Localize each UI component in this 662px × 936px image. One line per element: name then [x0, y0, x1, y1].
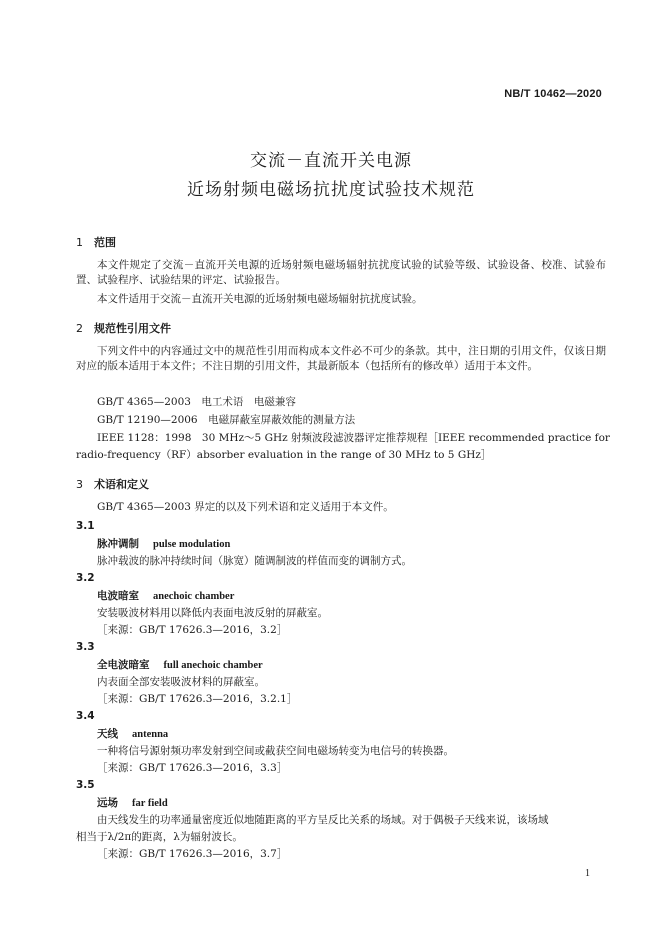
term-source: ［来源：GB/T 17626.3—2016，3.7］: [97, 848, 288, 860]
section-3-number: 3: [76, 478, 83, 491]
section-1-title: 范围: [94, 236, 116, 249]
section-3-title: 术语和定义: [94, 478, 149, 491]
term-definition-line2: 相当于λ/2π的距离，λ为辐射波长。: [76, 831, 243, 843]
term-en: full anechoic chamber: [163, 660, 263, 671]
clause-3-5-number: 3.5: [76, 779, 95, 791]
term-definition-line1: 由天线发生的功率通量密度近似地随距离的平方呈反比关系的场域。对于偶极子天线来说，该场域: [97, 814, 549, 826]
reference-gbt-4365: GB/T 4365—2003 电工术语 电磁兼容: [97, 396, 296, 408]
term-pulse-modulation: [97, 537, 230, 552]
term-far-field: [97, 796, 168, 811]
reference-ieee-1128-line2: radio-frequency（RF）absorber evaluation in the range of 30 MHz to 5 GHz］: [76, 449, 492, 461]
term-definition: 内表面全部安装吸波材料的屏蔽室。: [97, 676, 265, 688]
term-antenna: [97, 727, 168, 742]
clause-3-2-number: 3.2: [76, 572, 95, 584]
term-en: pulse modulation: [153, 539, 231, 550]
clause-3-1-number: 3.1: [76, 520, 95, 532]
page-number: 1: [585, 868, 590, 879]
section-1-paragraph-2: 本文件适用于交流－直流开关电源的近场射频电磁场辐射抗扰度试验。: [97, 293, 423, 305]
section-3-intro: GB/T 4365—2003 界定的以及下列术语和定义适用于本文件。: [97, 501, 394, 513]
term-zh: 脉冲调制: [97, 538, 139, 550]
reference-ieee-1128-line1: IEEE 1128：1998 30 MHz～5 GHz 射频波段滤波器评定推荐规程［IEEE recommended practice for: [97, 432, 610, 444]
section-1-number: 1: [76, 236, 83, 249]
term-en: anechoic chamber: [153, 591, 235, 602]
reference-gbt-12190: GB/T 12190—2006 电磁屏蔽室屏蔽效能的测量方法: [97, 414, 356, 426]
standard-code: NB/T 10462—2020: [504, 88, 602, 100]
term-zh: 天线: [97, 728, 118, 740]
section-2-title: 规范性引用文件: [94, 322, 171, 335]
term-en: antenna: [132, 729, 169, 740]
term-zh: 电波暗室: [97, 590, 139, 602]
term-source: ［来源：GB/T 17626.3—2016，3.2.1］: [97, 693, 298, 705]
term-en: far field: [132, 798, 168, 809]
term-definition: 一种将信号源射频功率发射到空间或截获空间电磁场转变为电信号的转换器。: [97, 745, 454, 757]
clause-3-4-number: 3.4: [76, 710, 95, 722]
section-2-heading: [76, 320, 171, 336]
document-title-line1: 交流－直流开关电源: [250, 151, 412, 171]
clause-3-3-number: 3.3: [76, 641, 95, 653]
section-2-number: 2: [76, 322, 83, 335]
term-definition: 脉冲载波的脉冲持续时间（脉宽）随调制波的样值而变的调制方式。: [97, 555, 412, 567]
term-zh: 全电波暗室: [97, 659, 150, 671]
section-1-heading: [76, 234, 116, 250]
term-zh: 远场: [97, 797, 118, 809]
term-full-anechoic-chamber: [97, 658, 263, 673]
section-3-heading: [76, 476, 149, 492]
section-2-paragraph-1: 下列文件中的内容通过文中的规范性引用而构成本文件必不可少的条款。其中，注日期的引用文件，仅该日期对应的版本适用于本文件；不注日期的引用文件，其最新版本（包括所有的修改单）适用于本文件。: [76, 345, 606, 372]
section-1-paragraph-1: 本文件规定了交流－直流开关电源的近场射频电磁场辐射抗扰度试验的试验等级、试验设备、校准、试验布置、试验程序、试验结果的评定、试验报告。: [76, 259, 606, 286]
term-anechoic-chamber: [97, 589, 234, 604]
term-source: ［来源：GB/T 17626.3—2016，3.3］: [97, 762, 288, 774]
document-title-line2: 近场射频电磁场抗扰度试验技术规范: [187, 180, 475, 200]
term-source: ［来源：GB/T 17626.3—2016，3.2］: [97, 624, 288, 636]
term-definition: 安装吸波材料用以降低内表面电波反射的屏蔽室。: [97, 607, 328, 619]
